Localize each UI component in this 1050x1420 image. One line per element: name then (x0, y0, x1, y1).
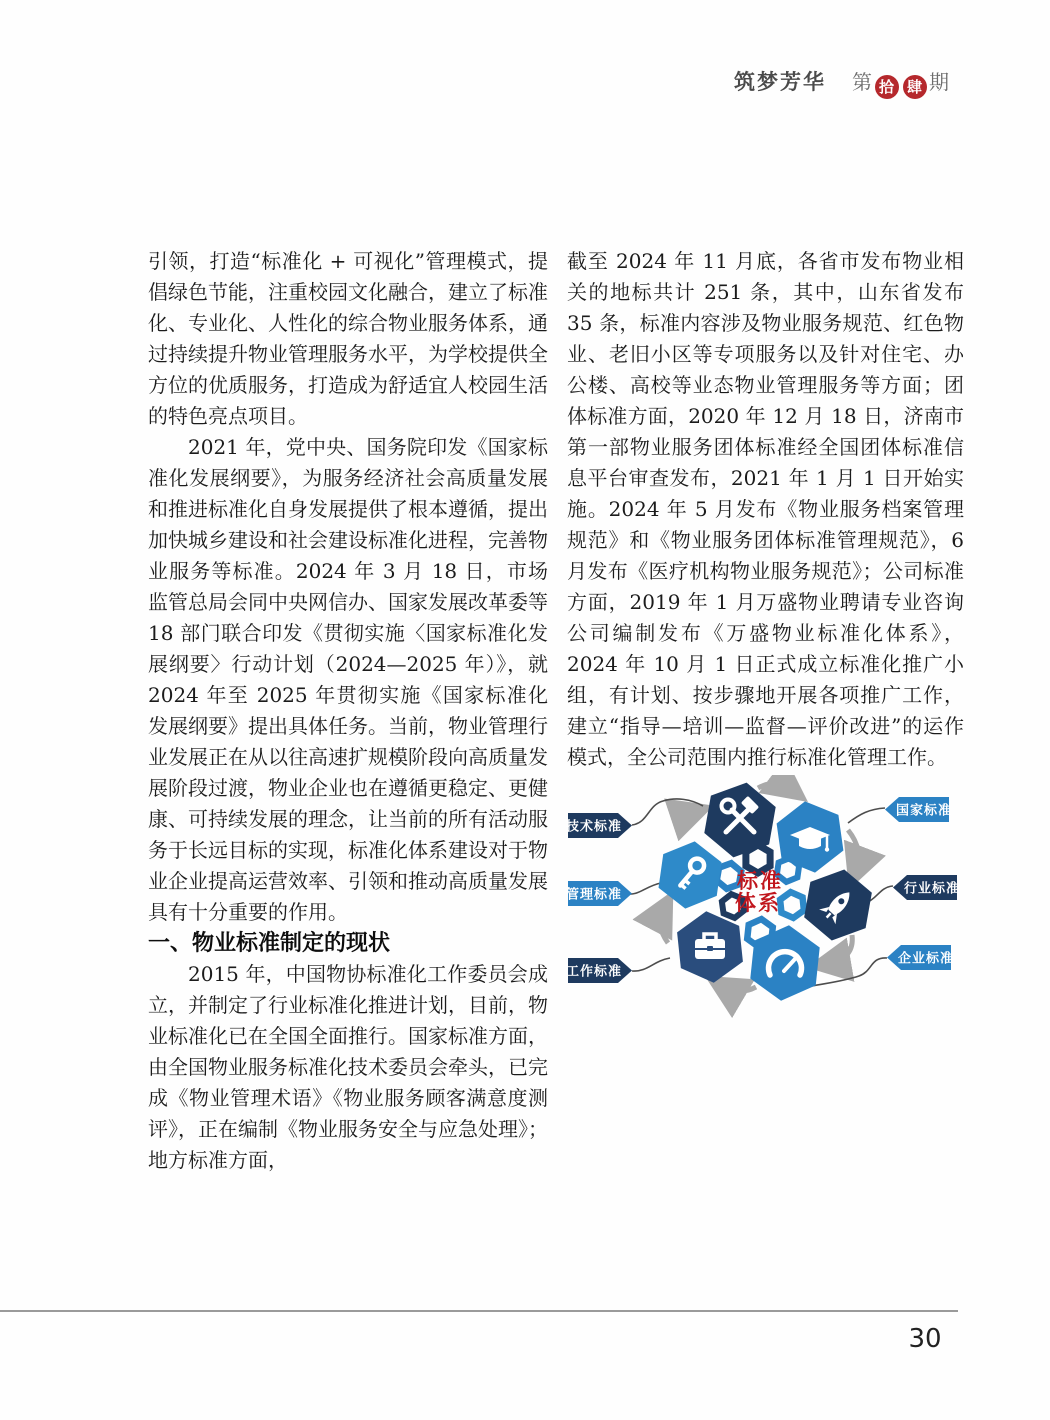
connector-national (848, 808, 885, 823)
tag-label: 行业标准 (903, 881, 961, 897)
paragraph: 2021 年，党中央、国务院印发《国家标准化发展纲要》，为服务经济社会高质量发展和推进标准化自身发展提供了根本遵循，提出加快城乡建设和社会建设标准化进程，完善物业服务等标准。2024 年 3 月 18 日，市场监管总局会同中央网信办、国家发展改革委等 18 部门联合印发《贯彻实施〈国家标准化发展纲要〉行动计划（2024—2025 年）》，就 2024 年至 2025 年贯彻实施《国家标准化发展纲要》提出具体任务。当前，物业管理行业发展正在从以往高速扩规模阶段向高质量发展阶段过渡，物业企业也在遵循更稳定、更健康、可持续发展的理念，让当前的所有活动服务于长远目标的实现，标准化体系建设对于物业企业提高运营效率、引领和推动高质量发展具有十分重要的作用。 (148, 435, 548, 924)
tag-enterprise-standard (887, 945, 954, 970)
issue-seal-1: 拾 (875, 75, 899, 99)
tag-label: 技术标准 (565, 819, 623, 835)
arrow-top (758, 783, 792, 790)
connector-enterprise (812, 958, 887, 986)
arrow-bottom (722, 986, 756, 991)
tag-label: 国家标准 (895, 803, 953, 819)
paragraph: 2015 年，中国物协标准化工作委员会成立，并制定了行业标准化推进计划，目前，物业标准化已在全国全面推行。国家标准方面，由全国物业服务标准化技术委员会牵头，已完成《物业管理术语》《物业服务顾客满意度测评》，正在编制《物业服务安全与应急处理》；地方标准方面， (148, 962, 548, 1172)
standards-system-diagram (560, 775, 990, 1025)
tag-industry-standard (893, 875, 960, 900)
issue-suffix: 期 (929, 70, 950, 94)
hexagon-rocket (801, 864, 875, 946)
right-column (567, 246, 964, 1025)
tag-label: 工作标准 (565, 964, 623, 980)
paragraph: 截至 2024 年 11 月底，各省市发布物业相关的地标共计 251 条，其中，山东省发布 35 条，标准内容涉及物业服务规范、红色物业、老旧小区等专项服务以及针对住宅、办公楼、高校等业态物业管理服务等方面；团体标准方面，2020 年 12 月 18 日，济南市第一部物业服务团体标准经全国团体标准信息平台审查发布，2021 年 1 月 1 日开始实施。2024 年 5 月发布《物业服务档案管理规范》和《物业服务团体标准管理规范》，6 月发布《医疗机构物业服务规范》；公司标准方面，2019 年 1 月万盛物业聘请专业咨询公司编制发布《万盛物业标准化体系》，2024 年 10 月 1 日正式成立标准化推广小组，有计划、按步骤地开展各项推广工作，建立“指导—培训—监督—评价改进”的运作模式，全公司范围内推行标准化管理工作。 (567, 249, 964, 769)
paragraph: 引领，打造“标准化 + 可视化”管理模式，提倡绿色节能，注重校园文化融合，建立了标准化、专业化、人性化的综合物业服务体系，通过持续提升物业管理服务水平，为学校提供全方位的优质服务，打造成为舒适宜人校园生活的特色亮点项目。 (148, 249, 548, 428)
page-number: 30 (908, 1324, 942, 1354)
connector-management (628, 883, 661, 894)
hexagon (748, 922, 821, 1004)
issue-prefix: 第 (852, 70, 873, 94)
tag-label: 管理标准 (565, 887, 623, 903)
issue-seal-2: 肆 (903, 75, 927, 99)
hex-ring (779, 891, 804, 919)
arrow-top-left (679, 812, 695, 832)
tag-national-standard (885, 797, 952, 822)
tag-management-standard (566, 881, 632, 906)
page-header (0, 66, 950, 99)
tag-label: 企业标准 (897, 951, 955, 967)
arrow-right-lower (826, 935, 852, 964)
hexagon-graduation (774, 797, 846, 877)
issue-label (852, 70, 950, 94)
left-column (148, 246, 548, 1176)
arrow-left (660, 908, 668, 943)
magazine-title: 筑梦芳华 (734, 70, 826, 94)
tag-work-standard (566, 958, 632, 983)
tag-technical-standard (565, 813, 632, 838)
diagram-svg (560, 775, 990, 1025)
footer-divider (0, 1310, 958, 1312)
center-title-line-1: 标准 (737, 869, 783, 893)
arrow-right-upper (848, 830, 859, 871)
center-title-line-2: 体系 (735, 891, 781, 915)
diagram-center-title (735, 869, 783, 915)
hexagon-gauge (748, 922, 821, 1004)
hexagon-key (656, 837, 724, 913)
section-heading: 一、物业标准制定的现状 (148, 931, 391, 956)
connector-work (632, 958, 670, 971)
